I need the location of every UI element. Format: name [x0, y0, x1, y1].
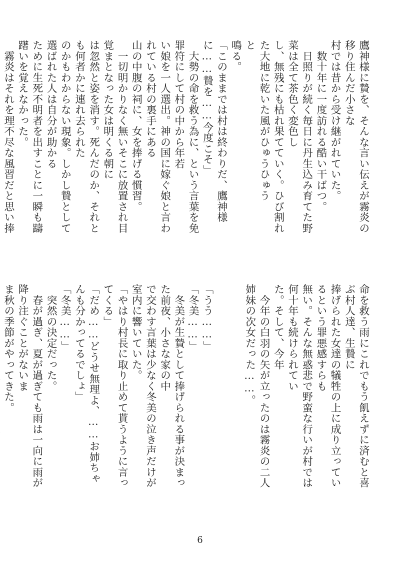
- upper-text-block: 鷹神様に贄を、そんな言い伝えが霧炎の移り住んだ小さな 村では昔から受け継がれていた。 数十年に一度訪れる酷い干ばつ。 日照りが続く毎日に丹生込み育てた野菜は全て茶色く変色し し、無残にも枯れ果てていく。ひび割れた大地に乾いた風がひゅうひゅう と 鳴る。 「このままでは村は終わりだ、鷹神様に……贄を……今度こそ」 大勢の命を救う為に、という言葉を免罪符にして村の中から年若 い娘を一人選出。神の国に嫁ぐ娘と言われている村の裏手にある 山の中腹の祠に、女を捧げる慣習。 一切明かりなく無いそこに放置され目覚まとなった女は明くる朝に は忽然と姿を消す。死んだのか、それとも何者かに連れ去られた のかもわからない現象。しかし贄として選ばれた人は自分が助かる ために生死不明者を出すことに一瞬も躊躇いを覚えなかった。 霧炎はそれを理不尽な風習だと思い捧: [1, 40, 369, 234]
- page-number: 6: [197, 536, 203, 546]
- lower-text-block: 命を救う雨にこれでもう飢えずに済むと喜ぶ村人達、生贄に 捧げられた女達の犠牲の上に成り立っているという罪悪感すらも 無い。そんな無惑悲で野蛮な行いが村では何十年も続けられてい た。そして、今年 今年の白羽の矢が立ったのは霧炎の二人姉妹の次女だった……。 「うう……」 「冬美……」 冬美が生贄として捧げられる事が決まった前夜、小さな家の中 で交わす言葉は少なく冬美の泣き声だけが室内に響いていた。 「やはり村長に取り止めて貰うように言ってくる」 「だめ……どうせ無理よ、……お姉ちゃんも分かってるでしょ」 「冬美……」 突然の決定だった。 春が過ぎ、夏が過ぎても雨は一向に雨が降り注ぐことがないま ま秋の季節がやってきた。: [1, 284, 369, 489]
